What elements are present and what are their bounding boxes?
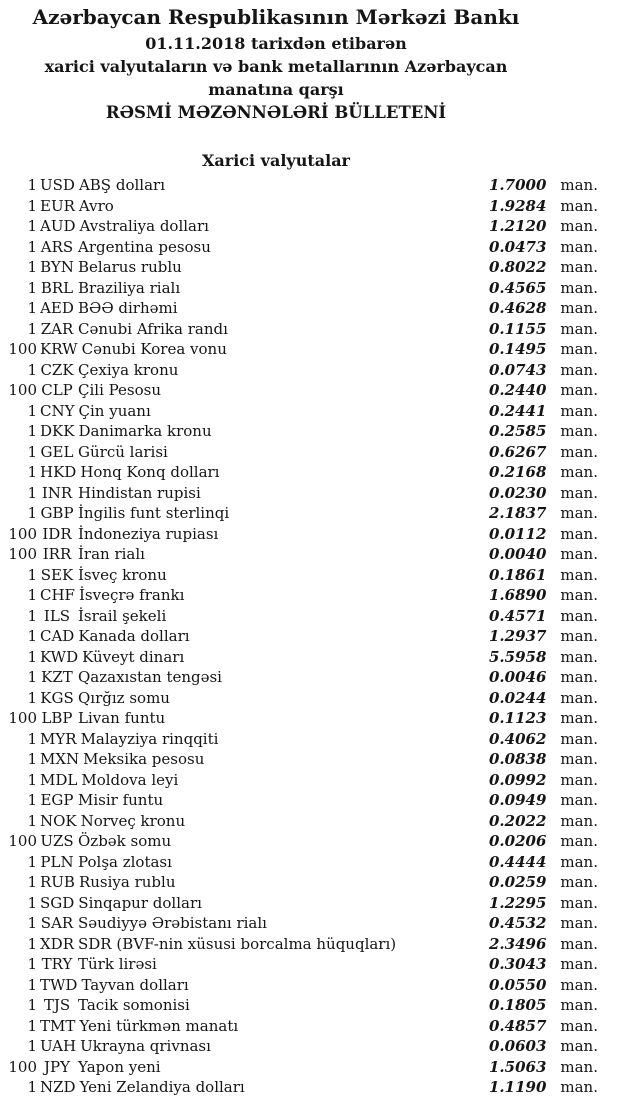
- quantity-cell: 1: [27, 483, 37, 502]
- table-row: [0, 688, 620, 709]
- currency-code-cell: SGD: [40, 893, 75, 912]
- bulletin-subtitle: xarici valyutaların və bank metallarının Azərbaycan manatına qarşı: [44, 57, 508, 99]
- quantity-cell: 100: [8, 545, 37, 563]
- currency-code-cell: INR: [41, 483, 73, 502]
- table-row: [0, 934, 620, 955]
- table-row: [0, 872, 620, 893]
- unit-label-cell: man.: [560, 340, 598, 358]
- table-row: [0, 852, 620, 873]
- quantity-cell: 1: [27, 319, 37, 338]
- currency-name-cell: Çin yuanı: [78, 401, 151, 420]
- currency-name-cell: Honq Konq dolları: [80, 463, 220, 481]
- table-row: [0, 339, 620, 360]
- rate-value-cell: 0.4857: [488, 1016, 547, 1035]
- quantity-cell: 1: [27, 729, 37, 748]
- currency-name-cell: İndoneziya rupiası: [78, 524, 219, 543]
- table-row: [0, 360, 620, 381]
- unit-label-cell: man.: [560, 729, 598, 748]
- unit-label-cell: man.: [560, 1078, 598, 1096]
- currency-code-cell: AED: [40, 299, 74, 317]
- quantity-cell: 1: [27, 791, 37, 809]
- quantity-cell: 1: [27, 955, 37, 973]
- table-row: [0, 237, 620, 258]
- table-row: [0, 585, 620, 606]
- rate-value-cell: 0.3043: [488, 955, 547, 973]
- quantity-cell: 1: [27, 565, 37, 584]
- currency-name-cell: Malayziya rinqqiti: [80, 729, 219, 748]
- rate-value-cell: 0.1495: [488, 340, 547, 358]
- table-row: [0, 749, 620, 770]
- table-row: [0, 278, 620, 299]
- unit-label-cell: man.: [560, 770, 598, 789]
- currency-name-cell: Avstraliya dolları: [79, 217, 209, 235]
- quantity-cell: 1: [27, 934, 37, 953]
- unit-label-cell: man.: [560, 996, 598, 1014]
- currency-name-cell: Norveç kronu: [80, 811, 186, 830]
- unit-label-cell: man.: [560, 750, 598, 768]
- unit-label-cell: man.: [560, 545, 598, 563]
- currency-name-cell: ABŞ dolları: [78, 176, 165, 194]
- rate-value-cell: 0.0949: [488, 791, 547, 809]
- unit-label-cell: man.: [560, 176, 598, 194]
- currency-code-cell: RUB: [40, 873, 75, 891]
- quantity-cell: 1: [27, 811, 37, 830]
- currency-code-cell: MXN: [40, 750, 80, 768]
- currency-code-cell: AUD: [40, 217, 76, 235]
- rate-value-cell: 0.4062: [488, 729, 547, 748]
- currency-name-cell: Argentina pesosu: [78, 237, 211, 256]
- rate-value-cell: 0.4571: [488, 606, 547, 625]
- rate-value-cell: 0.2441: [488, 401, 547, 420]
- quantity-cell: 1: [27, 873, 37, 891]
- table-row: [0, 565, 620, 586]
- table-row: [0, 893, 620, 914]
- quantity-cell: 1: [27, 893, 37, 912]
- currency-name-cell: Belarus rublu: [78, 258, 182, 276]
- quantity-cell: 1: [27, 914, 37, 932]
- table-row: [0, 380, 620, 401]
- table-row: [0, 1016, 620, 1037]
- unit-label-cell: man.: [560, 914, 598, 932]
- table-row: [0, 954, 620, 975]
- currency-code-cell: NZD: [40, 1078, 76, 1096]
- unit-label-cell: man.: [560, 524, 598, 543]
- currency-code-cell: UAH: [40, 1037, 77, 1055]
- unit-label-cell: man.: [560, 217, 598, 235]
- quantity-cell: 1: [27, 278, 37, 297]
- currency-name-cell: Rusiya rublu: [78, 873, 176, 891]
- rate-value-cell: 1.5063: [488, 1057, 547, 1076]
- currency-code-cell: LBP: [41, 709, 73, 727]
- rate-value-cell: 0.0046: [488, 668, 547, 686]
- quantity-cell: 1: [27, 750, 37, 768]
- currency-name-cell: İsrail şekeli: [78, 606, 167, 625]
- unit-label-cell: man.: [560, 504, 598, 522]
- rate-value-cell: 0.0838: [488, 750, 547, 768]
- currency-name-cell: Braziliya rialı: [78, 278, 181, 297]
- quantity-cell: 100: [8, 832, 37, 850]
- unit-label-cell: man.: [560, 196, 598, 215]
- quantity-cell: 1: [27, 606, 37, 625]
- currency-code-cell: CHF: [40, 586, 75, 604]
- currency-name-cell: İngilis funt sterlinqi: [78, 504, 230, 522]
- section-title-foreign-currencies: Xarici valyutalar: [202, 151, 350, 170]
- quantity-cell: 100: [8, 381, 37, 399]
- rate-value-cell: 0.0992: [488, 770, 547, 789]
- quantity-cell: 1: [27, 196, 37, 215]
- currency-code-cell: MDL: [40, 770, 78, 789]
- currency-name-cell: Özbək somu: [78, 832, 172, 850]
- rate-value-cell: 0.1155: [488, 319, 547, 338]
- currency-code-cell: BYN: [40, 258, 74, 276]
- quantity-cell: 100: [8, 524, 37, 543]
- rate-value-cell: 0.0112: [488, 524, 547, 543]
- table-row: [0, 913, 620, 934]
- unit-label-cell: man.: [560, 1057, 598, 1076]
- currency-name-cell: SDR (BVF-nin xüsusi borcalma hüquqları): [78, 934, 397, 953]
- table-row: [0, 298, 620, 319]
- currency-name-cell: Misir funtu: [78, 791, 164, 809]
- quantity-cell: 1: [27, 1016, 37, 1035]
- quantity-cell: 1: [27, 360, 37, 379]
- rate-value-cell: 0.8022: [488, 258, 547, 276]
- currency-name-cell: Meksika pesosu: [83, 750, 205, 768]
- currency-code-cell: GEL: [40, 442, 74, 461]
- unit-label-cell: man.: [560, 934, 598, 953]
- currency-name-cell: İran rialı: [78, 545, 145, 563]
- rate-value-cell: 1.2937: [488, 627, 547, 645]
- currency-name-cell: Yeni türkmən manatı: [79, 1016, 239, 1035]
- currency-code-cell: EUR: [40, 196, 75, 215]
- currency-name-cell: Ukrayna qrivnası: [80, 1037, 211, 1055]
- quantity-cell: 1: [27, 852, 37, 871]
- currency-code-cell: BRL: [40, 278, 74, 297]
- table-row: [0, 1036, 620, 1057]
- currency-name-cell: Yapon yeni: [78, 1057, 161, 1076]
- quantity-cell: 1: [27, 668, 37, 686]
- currency-code-cell: KRW: [40, 340, 78, 358]
- quantity-cell: 1: [27, 1037, 37, 1055]
- rate-value-cell: 0.4532: [488, 914, 547, 932]
- unit-label-cell: man.: [560, 709, 598, 727]
- currency-name-cell: BƏƏ dirhəmi: [78, 299, 178, 317]
- unit-label-cell: man.: [560, 237, 598, 256]
- table-row: [0, 401, 620, 422]
- rate-value-cell: 2.3496: [488, 934, 547, 953]
- table-row: [0, 708, 620, 729]
- unit-label-cell: man.: [560, 688, 598, 707]
- table-row: [0, 647, 620, 668]
- currency-code-cell: CZK: [40, 360, 74, 379]
- quantity-cell: 1: [27, 258, 37, 276]
- rate-value-cell: 0.0206: [488, 832, 547, 850]
- table-row: [0, 1077, 620, 1098]
- unit-label-cell: man.: [560, 442, 598, 461]
- rate-value-cell: 0.0603: [488, 1037, 547, 1055]
- currency-code-cell: PLN: [40, 852, 74, 871]
- rate-value-cell: 2.1837: [488, 504, 547, 522]
- rate-value-cell: 0.2440: [488, 381, 547, 399]
- table-row: [0, 626, 620, 647]
- rate-value-cell: 0.0259: [488, 873, 547, 891]
- table-row: [0, 442, 620, 463]
- table-row: [0, 1057, 620, 1078]
- quantity-cell: 1: [27, 463, 37, 481]
- unit-label-cell: man.: [560, 811, 598, 830]
- table-row: [0, 503, 620, 524]
- unit-label-cell: man.: [560, 791, 598, 809]
- table-row: [0, 483, 620, 504]
- currency-name-cell: Avro: [78, 196, 114, 215]
- currency-name-cell: Çexiya kronu: [78, 360, 179, 379]
- currency-name-cell: Sinqapur dolları: [78, 893, 202, 912]
- table-row: [0, 831, 620, 852]
- currency-code-cell: TWD: [40, 975, 78, 994]
- quantity-cell: 1: [27, 586, 37, 604]
- unit-label-cell: man.: [560, 463, 598, 481]
- currency-code-cell: SEK: [40, 565, 74, 584]
- currency-code-cell: DKK: [40, 422, 75, 440]
- currency-name-cell: Danimarka kronu: [78, 422, 212, 440]
- table-row: [0, 319, 620, 340]
- quantity-cell: 1: [27, 975, 37, 994]
- currency-name-cell: İsveç kronu: [78, 565, 167, 584]
- rate-value-cell: 0.6267: [488, 442, 547, 461]
- rate-value-cell: 0.4444: [488, 852, 547, 871]
- rate-value-cell: 1.2295: [488, 893, 547, 912]
- currency-name-cell: Səudiyyə Ərəbistanı rialı: [78, 914, 267, 932]
- currency-name-cell: Qırğız somu: [78, 688, 170, 707]
- table-row: [0, 175, 620, 196]
- currency-code-cell: MYR: [40, 729, 77, 748]
- currency-name-cell: Yeni Zelandiya dolları: [79, 1078, 245, 1096]
- rate-value-cell: 0.0550: [488, 975, 547, 994]
- rate-value-cell: 1.7000: [488, 176, 547, 194]
- currency-code-cell: IDR: [42, 524, 72, 543]
- table-row: [0, 196, 620, 217]
- table-row: [0, 667, 620, 688]
- unit-label-cell: man.: [560, 360, 598, 379]
- table-row: [0, 524, 620, 545]
- currency-name-cell: Tayvan dolları: [81, 975, 189, 994]
- page-title: Azərbaycan Respublikasının Mərkəzi Bankı: [32, 5, 520, 29]
- unit-label-cell: man.: [560, 955, 598, 973]
- currency-name-cell: Kanada dolları: [78, 627, 190, 645]
- currency-code-cell: JPY: [43, 1057, 70, 1076]
- unit-label-cell: man.: [560, 422, 598, 440]
- currency-code-cell: HKD: [40, 463, 77, 481]
- unit-label-cell: man.: [560, 299, 598, 317]
- quantity-cell: 1: [27, 299, 37, 317]
- rate-value-cell: 1.1190: [488, 1078, 547, 1096]
- rate-value-cell: 1.2120: [488, 217, 547, 235]
- rate-value-cell: 0.1805: [488, 996, 547, 1014]
- table-row: [0, 790, 620, 811]
- quantity-cell: 100: [8, 340, 37, 358]
- unit-label-cell: man.: [560, 381, 598, 399]
- quantity-cell: 1: [27, 442, 37, 461]
- unit-label-cell: man.: [560, 893, 598, 912]
- table-row: [0, 606, 620, 627]
- unit-label-cell: man.: [560, 873, 598, 891]
- table-row: [0, 811, 620, 832]
- currency-name-cell: Polşa zlotası: [78, 852, 172, 871]
- quantity-cell: 100: [8, 1057, 37, 1076]
- currency-code-cell: IRR: [42, 545, 72, 563]
- unit-label-cell: man.: [560, 606, 598, 625]
- table-row: [0, 995, 620, 1016]
- currency-rates-table: [0, 175, 620, 1098]
- quantity-cell: 1: [27, 237, 37, 256]
- currency-name-cell: Çili Pesosu: [78, 381, 162, 399]
- quantity-cell: 1: [27, 504, 37, 522]
- rate-value-cell: 0.1861: [488, 565, 547, 584]
- currency-code-cell: XDR: [40, 934, 74, 953]
- currency-code-cell: SAR: [40, 914, 74, 932]
- unit-label-cell: man.: [560, 258, 598, 276]
- rate-value-cell: 0.0743: [488, 360, 547, 379]
- quantity-cell: 1: [27, 176, 37, 194]
- currency-name-cell: Tacik somonisi: [78, 996, 190, 1014]
- bulletin-header: [0, 5, 552, 125]
- currency-name-cell: Qazaxıstan tengəsi: [78, 668, 222, 686]
- currency-code-cell: ILS: [43, 606, 71, 625]
- currency-code-cell: GBP: [40, 504, 74, 522]
- unit-label-cell: man.: [560, 565, 598, 584]
- rate-value-cell: 0.4628: [488, 299, 547, 317]
- unit-label-cell: man.: [560, 852, 598, 871]
- unit-label-cell: man.: [560, 401, 598, 420]
- unit-label-cell: man.: [560, 483, 598, 502]
- rate-value-cell: 1.9284: [488, 196, 547, 215]
- currency-code-cell: CAD: [40, 627, 75, 645]
- table-row: [0, 544, 620, 565]
- rate-value-cell: 0.2585: [488, 422, 547, 440]
- table-row: [0, 462, 620, 483]
- quantity-cell: 1: [27, 1078, 37, 1096]
- table-row: [0, 770, 620, 791]
- rate-value-cell: 0.0040: [488, 545, 547, 563]
- table-row: [0, 975, 620, 996]
- currency-code-cell: EGP: [40, 791, 74, 809]
- quantity-cell: 1: [27, 401, 37, 420]
- currency-code-cell: USD: [40, 176, 75, 194]
- rate-value-cell: 0.0473: [488, 237, 547, 256]
- currency-code-cell: ZAR: [40, 319, 74, 338]
- quantity-cell: 1: [27, 996, 37, 1014]
- currency-code-cell: TMT: [40, 1016, 76, 1035]
- unit-label-cell: man.: [560, 975, 598, 994]
- currency-name-cell: Livan funtu: [78, 709, 166, 727]
- table-row: [0, 216, 620, 237]
- currency-code-cell: KZT: [41, 668, 73, 686]
- unit-label-cell: man.: [560, 647, 598, 666]
- unit-label-cell: man.: [560, 627, 598, 645]
- rate-value-cell: 0.1123: [488, 709, 547, 727]
- currency-code-cell: ARS: [40, 237, 74, 256]
- rate-value-cell: 5.5958: [488, 647, 547, 666]
- currency-name-cell: Gürcü larisi: [78, 442, 168, 461]
- rate-value-cell: 0.0244: [488, 688, 547, 707]
- currency-code-cell: CNY: [40, 401, 75, 420]
- currency-code-cell: KGS: [40, 688, 74, 707]
- quantity-cell: 1: [27, 422, 37, 440]
- unit-label-cell: man.: [560, 586, 598, 604]
- rate-value-cell: 0.4565: [488, 278, 547, 297]
- currency-code-cell: TJS: [43, 996, 71, 1014]
- currency-name-cell: Cənubi Korea vonu: [81, 340, 227, 358]
- quantity-cell: 1: [27, 627, 37, 645]
- quantity-cell: 1: [27, 688, 37, 707]
- currency-code-cell: KWD: [40, 647, 79, 666]
- quantity-cell: 1: [27, 770, 37, 789]
- quantity-cell: 1: [27, 217, 37, 235]
- table-row: [0, 257, 620, 278]
- effective-date: 01.11.2018 tarixdən etibarən: [145, 34, 407, 53]
- unit-label-cell: man.: [560, 319, 598, 338]
- table-row: [0, 729, 620, 750]
- quantity-cell: 1: [27, 647, 37, 666]
- unit-label-cell: man.: [560, 278, 598, 297]
- unit-label-cell: man.: [560, 1016, 598, 1035]
- currency-name-cell: İsveçrə frankı: [78, 586, 185, 604]
- bulletin-title: RƏSMİ MƏZƏNNƏLƏRİ BÜLLETENİ: [105, 103, 447, 122]
- currency-name-cell: Cənubi Afrika randı: [78, 319, 228, 338]
- rate-value-cell: 1.6890: [488, 586, 547, 604]
- currency-name-cell: Moldova leyi: [81, 770, 179, 789]
- currency-name-cell: Küveyt dinarı: [82, 647, 185, 666]
- rate-value-cell: 0.2022: [488, 811, 547, 830]
- unit-label-cell: man.: [560, 832, 598, 850]
- table-row: [0, 421, 620, 442]
- currency-code-cell: CLP: [41, 381, 73, 399]
- unit-label-cell: man.: [560, 1037, 598, 1055]
- currency-name-cell: Hindistan rupisi: [78, 483, 201, 502]
- currency-code-cell: NOK: [40, 811, 77, 830]
- rate-value-cell: 0.0230: [488, 483, 547, 502]
- currency-code-cell: TRY: [41, 955, 73, 973]
- unit-label-cell: man.: [560, 668, 598, 686]
- quantity-cell: 100: [8, 709, 37, 727]
- currency-name-cell: Türk lirəsi: [78, 955, 157, 973]
- rate-value-cell: 0.2168: [488, 463, 547, 481]
- currency-code-cell: UZS: [40, 832, 74, 850]
